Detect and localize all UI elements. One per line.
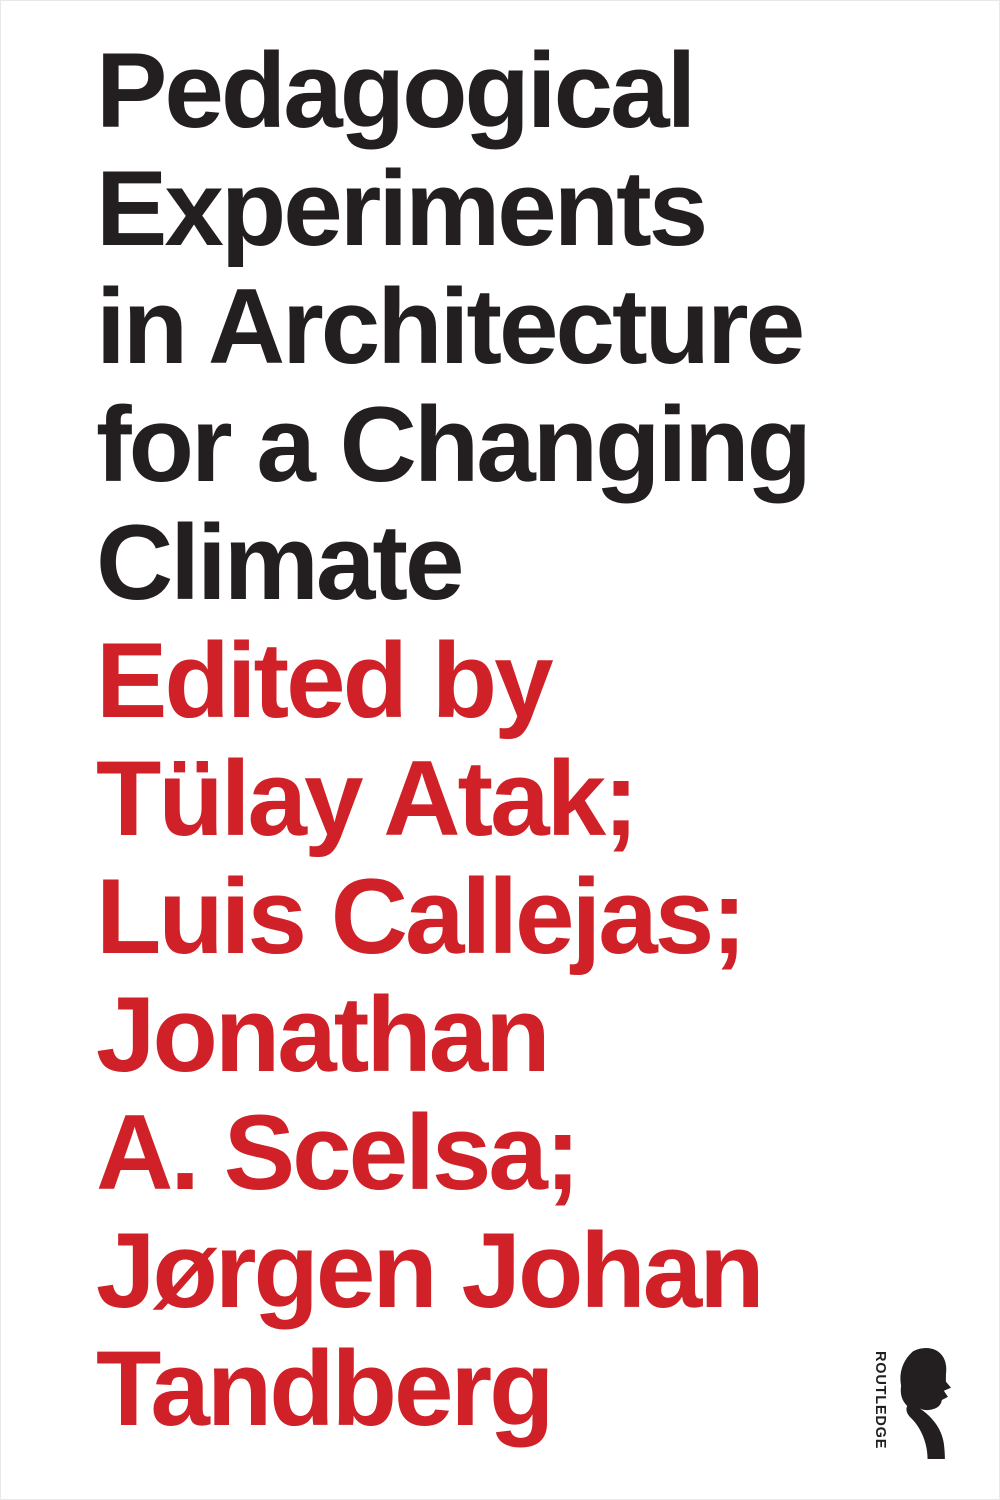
title-line-3: in Architecture	[96, 266, 803, 386]
editors-line-4: Jonathan	[96, 974, 548, 1094]
title-line-2: Experiments	[96, 148, 706, 268]
title-line-4: for a Changing	[96, 384, 809, 504]
routledge-r-face-icon	[895, 1347, 951, 1459]
editors-line-5: A. Scelsa;	[96, 1092, 578, 1212]
routledge-wordmark: ROUTLEDGE	[872, 1351, 888, 1450]
editors-line-2: Tülay Atak;	[96, 738, 636, 858]
editors-line-7: Tandberg	[96, 1328, 552, 1448]
routledge-logo	[872, 1347, 951, 1459]
title-line-5: Climate	[96, 502, 462, 622]
editors-line-3: Luis Callejas;	[96, 856, 744, 976]
editors-line-6: Jørgen Johan	[96, 1210, 762, 1330]
cover-text-block	[96, 31, 979, 1447]
title-line-1: Pedagogical	[96, 30, 694, 150]
editors-line-1: Edited by	[96, 620, 551, 740]
